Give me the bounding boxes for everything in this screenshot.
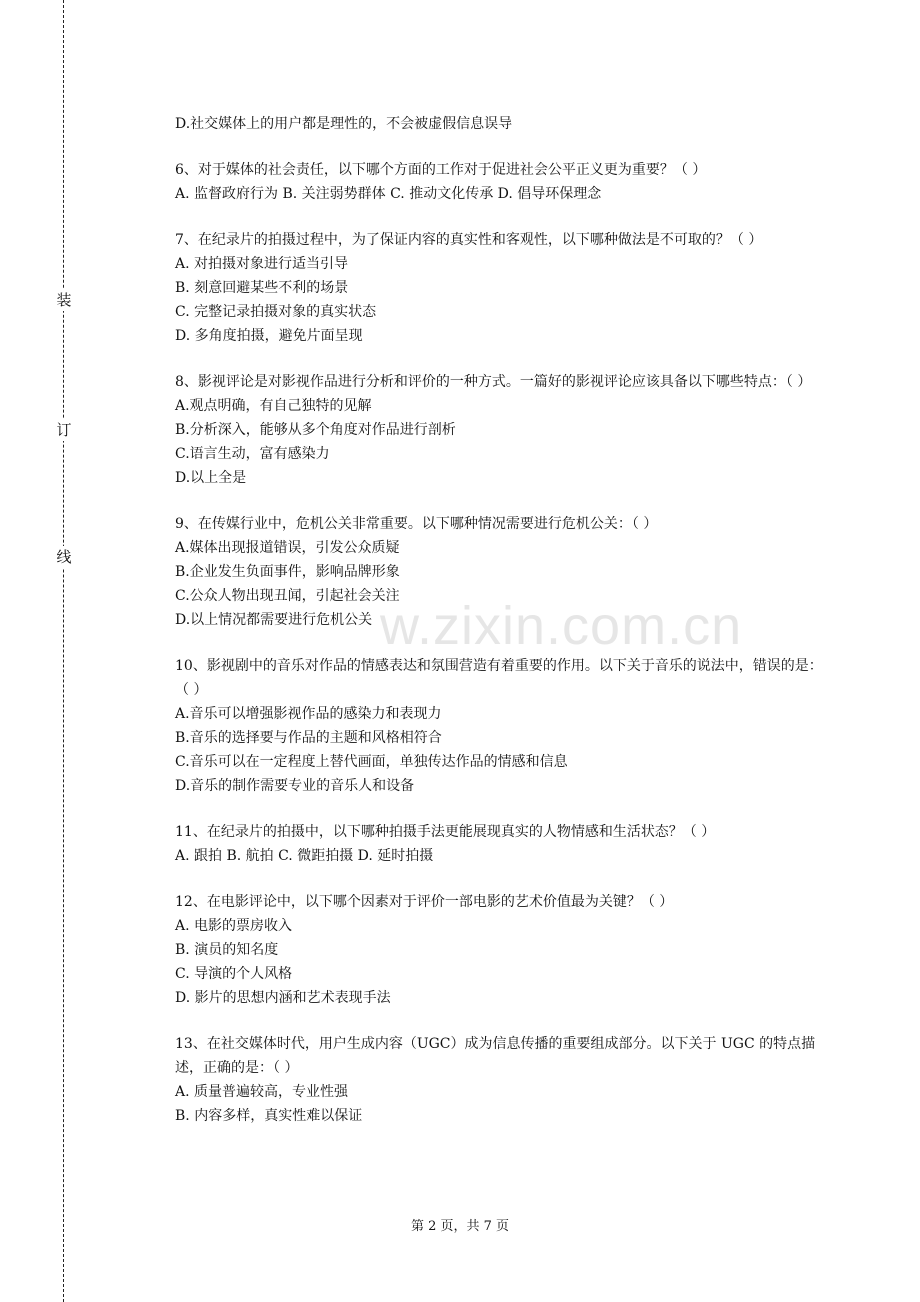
q7-option-c: C. 完整记录拍摄对象的真实状态 xyxy=(175,304,377,320)
question-5-tail xyxy=(175,112,825,136)
question-8 xyxy=(175,370,825,490)
q7-option-b: B. 刻意回避某些不利的场景 xyxy=(175,280,349,296)
q12-option-b: B. 演员的知名度 xyxy=(175,942,279,958)
q10-option-d: D.音乐的制作需要专业的音乐人和设备 xyxy=(175,778,415,794)
q7-option-a: A. 对拍摄对象进行适当引导 xyxy=(175,256,349,272)
q12-option-d: D. 影片的思想内涵和艺术表现手法 xyxy=(175,990,391,1006)
q8-stem: 8、影视评论是对影视作品进行分析和评价的一种方式。一篇好的影视评论应该具备以下哪些特点：（ ） xyxy=(175,374,812,390)
q9-stem: 9、在传媒行业中，危机公关非常重要。以下哪种情况需要进行危机公关：（ ） xyxy=(175,516,658,532)
q9-option-b: B.企业发生负面事件，影响品牌形象 xyxy=(175,564,400,580)
question-12 xyxy=(175,890,825,1010)
q7-option-d: D. 多角度拍摄，避免片面呈现 xyxy=(175,328,363,344)
q8-option-b: B.分析深入，能够从多个角度对作品进行剖析 xyxy=(175,422,456,438)
page-footer: 第 2 页，共 7 页 xyxy=(410,1219,510,1234)
q12-stem: 12、在电影评论中，以下哪个因素对于评价一部电影的艺术价值最为关键？（ ） xyxy=(175,894,674,910)
q10-option-a: A.音乐可以增强影视作品的感染力和表现力 xyxy=(175,706,442,722)
q13-option-a: A. 质量普遍较高，专业性强 xyxy=(175,1084,349,1100)
q9-option-c: C.公众人物出现丑闻，引起社会关注 xyxy=(175,588,400,604)
page-content xyxy=(175,112,825,1128)
question-10 xyxy=(175,654,825,798)
q6-stem: 6、对于媒体的社会责任，以下哪个方面的工作对于促进社会公平正义更为重要？（ ） xyxy=(175,162,707,178)
q10-option-b: B.音乐的选择要与作品的主题和风格相符合 xyxy=(175,730,442,746)
q9-option-d: D.以上情况都需要进行危机公关 xyxy=(175,612,373,628)
q12-option-c: C. 导演的个人风格 xyxy=(175,966,293,982)
q7-stem: 7、在纪录片的拍摄过程中，为了保证内容的真实性和客观性，以下哪种做法是不可取的？（ ） xyxy=(175,232,763,248)
binding-char-zhuang: 装 xyxy=(56,291,72,309)
binding-char-ding: 订 xyxy=(56,421,72,439)
q13-stem: 13、在社交媒体时代，用户生成内容（UGC）成为信息传播的重要组成部分。以下关于 UGC 的特点描述，正确的是：（ ） xyxy=(175,1036,816,1076)
q11-options: A. 跟拍 B. 航拍 C. 微距拍摄 D. 延时拍摄 xyxy=(175,848,434,864)
q12-option-a: A. 电影的票房收入 xyxy=(175,918,293,934)
q11-stem: 11、在纪录片的拍摄中，以下哪种拍摄手法更能展现真实的人物情感和生活状态？（ ） xyxy=(175,824,716,840)
q9-option-a: A.媒体出现报道错误，引发公众质疑 xyxy=(175,540,400,556)
q8-option-c: C.语言生动，富有感染力 xyxy=(175,446,330,462)
q10-option-c: C.音乐可以在一定程度上替代画面，单独传达作品的情感和信息 xyxy=(175,754,568,770)
q5-option-d: D.社交媒体上的用户都是理性的，不会被虚假信息误导 xyxy=(175,116,513,132)
binding-char-xian: 线 xyxy=(56,548,72,566)
question-9 xyxy=(175,512,825,632)
question-13 xyxy=(175,1032,825,1128)
binding-dashed-line xyxy=(63,0,64,1302)
q8-option-a: A.观点明确，有自己独特的见解 xyxy=(175,398,372,414)
q13-option-b: B. 内容多样，真实性难以保证 xyxy=(175,1108,363,1124)
question-7 xyxy=(175,228,825,348)
watermark: w.zixin.com.cn xyxy=(380,596,743,656)
question-11 xyxy=(175,820,825,868)
q8-option-d: D.以上全是 xyxy=(175,470,247,486)
question-6 xyxy=(175,158,825,206)
q10-stem: 10、影视剧中的音乐对作品的情感表达和氛围营造有着重要的作用。以下关于音乐的说法中，错误的是：（ ） xyxy=(175,658,823,698)
q6-options: A. 监督政府行为 B. 关注弱势群体 C. 推动文化传承 D. 倡导环保理念 xyxy=(175,186,602,202)
